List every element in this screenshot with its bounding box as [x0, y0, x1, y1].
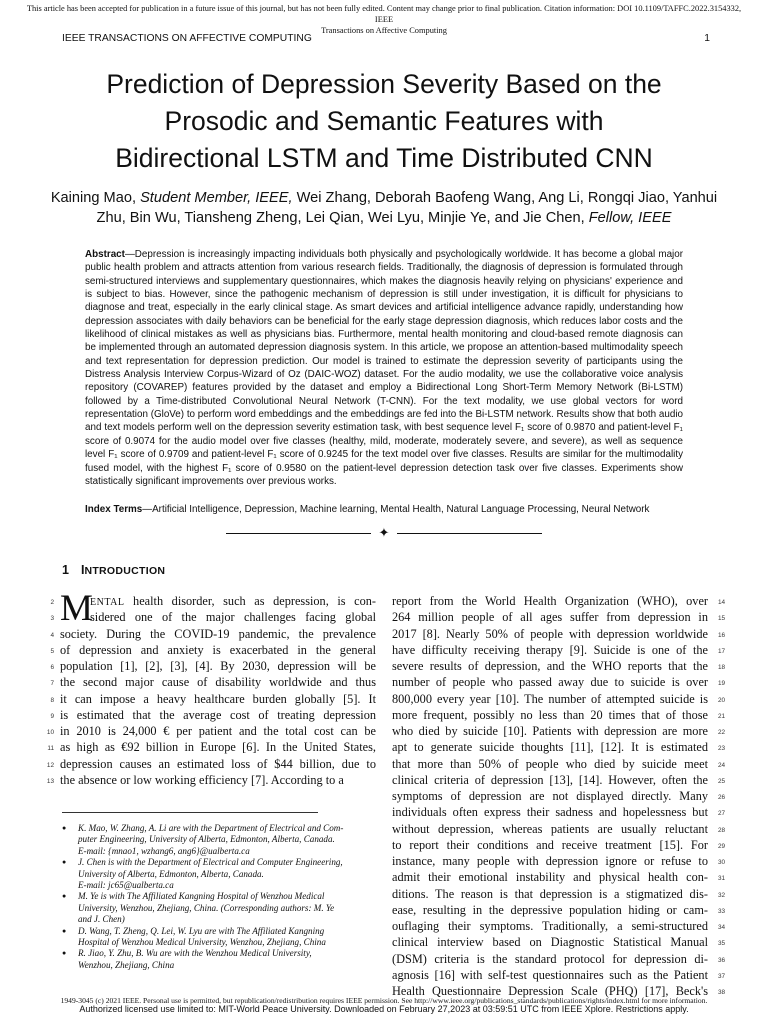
section-heading	[62, 563, 165, 577]
footnote-rule	[62, 812, 318, 813]
author-line-2	[44, 209, 724, 229]
body-line: agnosis [16] with self-test questionnaires such as the Patient	[392, 967, 708, 982]
body-line: ditions. The reason is that depression is a stigmatized dis-	[392, 886, 708, 901]
abstract	[85, 248, 683, 488]
body-line: 264 million people of all ages suffer from depression in	[392, 610, 708, 625]
author-membership: Fellow, IEEE	[588, 209, 672, 226]
abstract-label: Abstract	[85, 249, 125, 260]
footnote-line: puter Engineering, University of Alberta, Edmonton, Alberta, Canada.	[78, 834, 335, 845]
footnote	[62, 948, 378, 971]
body-line: without depression, whereas patients are usually reluctant	[392, 821, 708, 836]
line-number: 21	[718, 712, 726, 720]
author-names: Wei Zhang, Deborah Baofeng Wang, Ang Li, Rongqi Jiao, Yanhui	[292, 190, 718, 206]
divider-star-icon: ✦	[378, 525, 390, 540]
line-number: 27	[718, 810, 726, 818]
notice-line-2: Transactions on Affective Computing	[321, 26, 447, 35]
body-line: that more than 50% of people who died by suicide meet	[392, 756, 708, 771]
abstract-text: —Depression is increasingly impacting individuals both physically and psychologically worldwide. It has become a global major public health problem and attracts attention from various research fields. Traditionally, the diagnosis of depression is formulated through semi-structured interviews and supplementary questionnaires, which makes the diagnosis heavily relying on physicians' experience and is subject to bias. However, since the pathogenic mechanism of depression is still under investigation, it is difficult for physicians to diagnose and treat, especially in the early clinical stage. As smart devices and artificial intelligence advance rapidly, understanding how depression associates with daily behaviors can be beneficial for the early stage depression diagnosis, which reduces labor costs and the likelihood of clinical mistakes as well as physicians bias. Furthermore, mental health monitoring and cloud-based remote diagnosis can be implemented through an automated depression diagnosis system. In this article, we propose an attention-based multimodality speech and text representation for depression prediction. Our model is trained to estimate the depression severity of participants using the Distress Analysis Interview Corpus-Wizard of Oz (DAIC-WOZ) dataset. For the audio modality, we use the collaborative voice analysis repository (COVAREP) features provided by the dataset and employ a Bidirectional Long Short-Term Memory Network (Bi-LSTM) followed by a Time-distributed Convolutional Neural Network (T-CNN). For the text modality, we use global vectors for word representation (GloVe) to perform word embeddings and the embeddings are fed into the Bi-LSTM network. Results show that both audio and text models perform well on the depression severity estimation task, with best sequence level F₁ score of 0.9870 and patient-level F₁ score of 0.9074 for the audio model over five classes (healthy, mild, moderate, moderately severe, and severe), as well as sequence level F₁ score of 0.9709 and patient-level F₁ score of 0.9245 for the text model over five classes. Results are similar for the multimodality fused model, with the highest F₁ score of 0.9580 on the patient-level depression detection task over five classes. Experiments show statistically significant improvements over previous works.	[85, 249, 683, 487]
section-number: 1	[62, 563, 69, 577]
line-number: 13	[46, 777, 54, 785]
footnote-line: J. Chen is with the Department of Electrical and Computer Engineering,	[78, 857, 343, 868]
body-line: apt to generate suicide thoughts [11], [12]. It is estimated	[392, 740, 708, 755]
line-number: 37	[718, 972, 726, 980]
journal-name: IEEE TRANSACTIONS ON AFFECTIVE COMPUTING	[62, 33, 312, 44]
body-line: 800,000 every year [10]. The number of attempted suicide is	[392, 691, 708, 706]
drop-cap-word-rest: ENTAL	[90, 597, 125, 608]
body-line: in 2010 is 24,000 € per patient and the total cost can be	[60, 724, 376, 738]
author-names: Zhu, Bin Wu, Tiansheng Zheng, Lei Qian, Wei Lyu, Minjie Ye, and Jie Chen,	[96, 209, 589, 226]
index-terms-label: Index Terms	[85, 504, 143, 515]
line-number: 25	[718, 777, 726, 785]
line-number: 33	[718, 907, 726, 915]
body-line: admit their emotional instability and physical health con-	[392, 870, 708, 885]
body-line: depression causes an estimated loss of $44 billion, due to	[60, 756, 376, 771]
body-column-right	[392, 593, 708, 999]
page-number: 1	[704, 33, 710, 44]
footnote-line: University of Alberta, Edmonton, Alberta, Canada.	[78, 868, 264, 879]
license-notice: Authorized licensed use limited to: MIT-World Peace University. Downloaded on February 27,2023 at 03:59:51 UTC from IEEE Xplore. Restrictions apply.	[79, 1004, 689, 1014]
body-line: as high as €92 billion in Europe [6]. In the United States,	[60, 740, 376, 755]
author-line-1	[44, 189, 724, 209]
body-line: is estimated that the average cost of treating depression	[60, 707, 376, 722]
title-line-2: Prosodic and Semantic Features with	[164, 106, 604, 136]
line-numbers-right	[718, 595, 732, 1001]
bullet-icon: ●	[62, 858, 67, 867]
footnote-line: Hospital of Wenzhou Medical University, Wenzhou, Zhejiang, China	[78, 937, 326, 948]
body-line: more frequent, possibly no less than 20 times that of those	[392, 707, 708, 722]
line-number: 15	[718, 615, 726, 623]
body-line: have difficulty receiving therapy [9]. Suicide is one of the	[392, 642, 708, 657]
section-divider	[226, 524, 542, 542]
body-line: the second major cause of disability worldwide and thus	[60, 675, 376, 690]
author-name: Kaining Mao,	[50, 190, 141, 206]
section-title-initial: I	[80, 563, 85, 577]
copyright-notice: 1949-3045 (c) 2021 IEEE. Personal use is permitted, but republication/redistribution requires IEEE permission. See http://www.ieee.org/publications_standards/publications/rights/index.html for more information.	[60, 996, 708, 1005]
footnote-line: University, Wenzhou, Zhejiang, China. (Corresponding authors: M. Ye	[78, 902, 335, 913]
line-number: 23	[718, 745, 726, 753]
body-line: who died by suicide [10]. Patients with depression are more	[392, 724, 708, 738]
footnote	[62, 926, 378, 949]
footnote	[62, 857, 378, 891]
footnote-line: K. Mao, W. Zhang, A. Li are with the Department of Electrical and Com-	[78, 823, 344, 833]
footnote-line: and J. Chen)	[78, 914, 125, 925]
footnote-line: D. Wang, T. Zheng, Q. Lei, W. Lyu are with The Affiliated Kangning	[78, 925, 325, 936]
line-number: 16	[718, 631, 726, 639]
line-number: 38	[718, 989, 726, 996]
title-line-1: Prediction of Depression Severity Based on the	[106, 69, 662, 99]
body-line: sidered one of the major challenges facing global	[90, 610, 376, 625]
line-number: 29	[718, 842, 726, 850]
body-line: Health Questionnaire Depression Scale (PHQ) [17], Beck's	[392, 984, 708, 998]
line-number: 12	[46, 761, 54, 769]
running-header	[62, 33, 710, 44]
line-number: 11	[47, 745, 54, 753]
footnote-line: E-mail: {mnao1, wzhang6, ang6}@ualberta.ca	[78, 845, 250, 856]
body-line: number of people who passed away due to suicide is over	[392, 675, 708, 690]
line-number: 20	[718, 696, 726, 704]
footnote-line: Wenzhou, Zhejiang, China	[78, 959, 175, 970]
line-number: 22	[718, 729, 726, 736]
line-number: 9	[50, 712, 54, 720]
body-line: symptoms of depression are not displayed directly. Many	[392, 789, 708, 803]
line-number: 35	[718, 940, 726, 948]
line-numbers-left	[40, 595, 54, 790]
notice-line-1: This article has been accepted for publication in a future issue of this journal, but has not been fully edited. Content may change prior to final publication. Citation information: DOI 10.1109/TAFFC.2022.3154332, IEEE	[26, 4, 742, 24]
line-number: 32	[718, 891, 726, 899]
line-number: 24	[718, 761, 726, 769]
index-terms-text: —Artificial Intelligence, Depression, Machine learning, Mental Health, Natural Language Processing, Neural Network	[142, 504, 650, 515]
author-membership: Student Member, IEEE,	[140, 190, 293, 206]
bullet-icon: ●	[62, 892, 67, 901]
drop-cap: M	[60, 588, 93, 629]
footnote-line: E-mail: jc65@ualberta.ca	[78, 880, 174, 891]
paper-title	[30, 66, 738, 177]
footnote-line: R. Jiao, Y. Zhu, B. Wu are with the Wenzhou Medical University,	[78, 948, 312, 959]
body-line: report from the World Health Organization (WHO), over	[392, 594, 708, 608]
bullet-icon: ●	[62, 949, 67, 958]
line-number: 2	[50, 599, 54, 606]
divider-line-left	[226, 533, 371, 534]
line-number: 17	[718, 647, 726, 655]
body-column-left	[60, 593, 376, 788]
divider-line-right	[397, 533, 542, 534]
body-line: ease, resulting in the depressive population hiding or cam-	[392, 902, 708, 917]
line-number: 14	[718, 599, 726, 606]
body-line: (DSM) criteria is the standard protocol for depression di-	[392, 951, 708, 966]
line-number: 5	[50, 647, 54, 655]
body-line: individuals often express their sadness and hopelessness but	[392, 805, 708, 820]
footnote	[62, 823, 378, 857]
line-number: 34	[718, 924, 726, 931]
footnote	[62, 891, 378, 925]
line-number: 4	[50, 631, 54, 639]
prepublication-notice	[20, 3, 748, 36]
body-line: ENTAL health disorder, such as depression, is con-	[90, 594, 376, 608]
line-number: 8	[50, 696, 54, 704]
body-line: society. During the COVID-19 pandemic, the prevalence	[60, 626, 376, 641]
line-number: 28	[718, 826, 726, 834]
section-title-rest: NTRODUCTION	[84, 565, 166, 577]
body-line: the absence or low working efficiency [7]. According to a	[60, 772, 344, 787]
body-line: it can impose a heavy healthcare burden globally [5]. It	[60, 691, 376, 706]
affiliation-footnotes	[62, 823, 378, 971]
line-number: 10	[46, 729, 54, 736]
body-line: clinical criteria of depression [13], [14]. However, often the	[392, 772, 708, 787]
index-terms	[85, 503, 683, 516]
body-line: population [1], [2], [3], [4]. By 2030, depression will be	[60, 659, 376, 673]
line-number: 7	[50, 680, 54, 688]
footnote-line: M. Ye is with The Affiliated Kangning Hospital of Wenzhou Medical	[78, 891, 325, 902]
line-number: 36	[718, 956, 726, 964]
body-line: to report their conditions and receive treatment [15]. For	[392, 837, 708, 852]
title-line-3: Bidirectional LSTM and Time Distributed CNN	[115, 143, 653, 173]
bullet-icon: ●	[62, 926, 67, 935]
line-number: 18	[718, 664, 726, 671]
line-number: 6	[50, 664, 54, 671]
line-number: 19	[718, 680, 726, 688]
body-line: instance, many people with depression ignore or refuse to	[392, 854, 708, 868]
body-line: severe results of depression, and the WHO reports that the	[392, 659, 708, 673]
line-number: 31	[718, 875, 726, 883]
line-number: 26	[718, 794, 726, 801]
body-line: 2017 [8]. Nearly 50% of people with depression worldwide	[392, 626, 708, 641]
body-line: ouflaging their symptoms. Traditionally, a semi-structured	[392, 919, 708, 933]
line-number: 3	[50, 615, 54, 623]
body-line: of depression and anxiety is exacerbated in the general	[60, 642, 376, 657]
body-line: clinical interview based on Diagnostic Statistical Manual	[392, 935, 708, 950]
bullet-icon: ●	[62, 824, 67, 832]
line-number: 30	[718, 859, 726, 866]
author-list	[44, 189, 724, 228]
